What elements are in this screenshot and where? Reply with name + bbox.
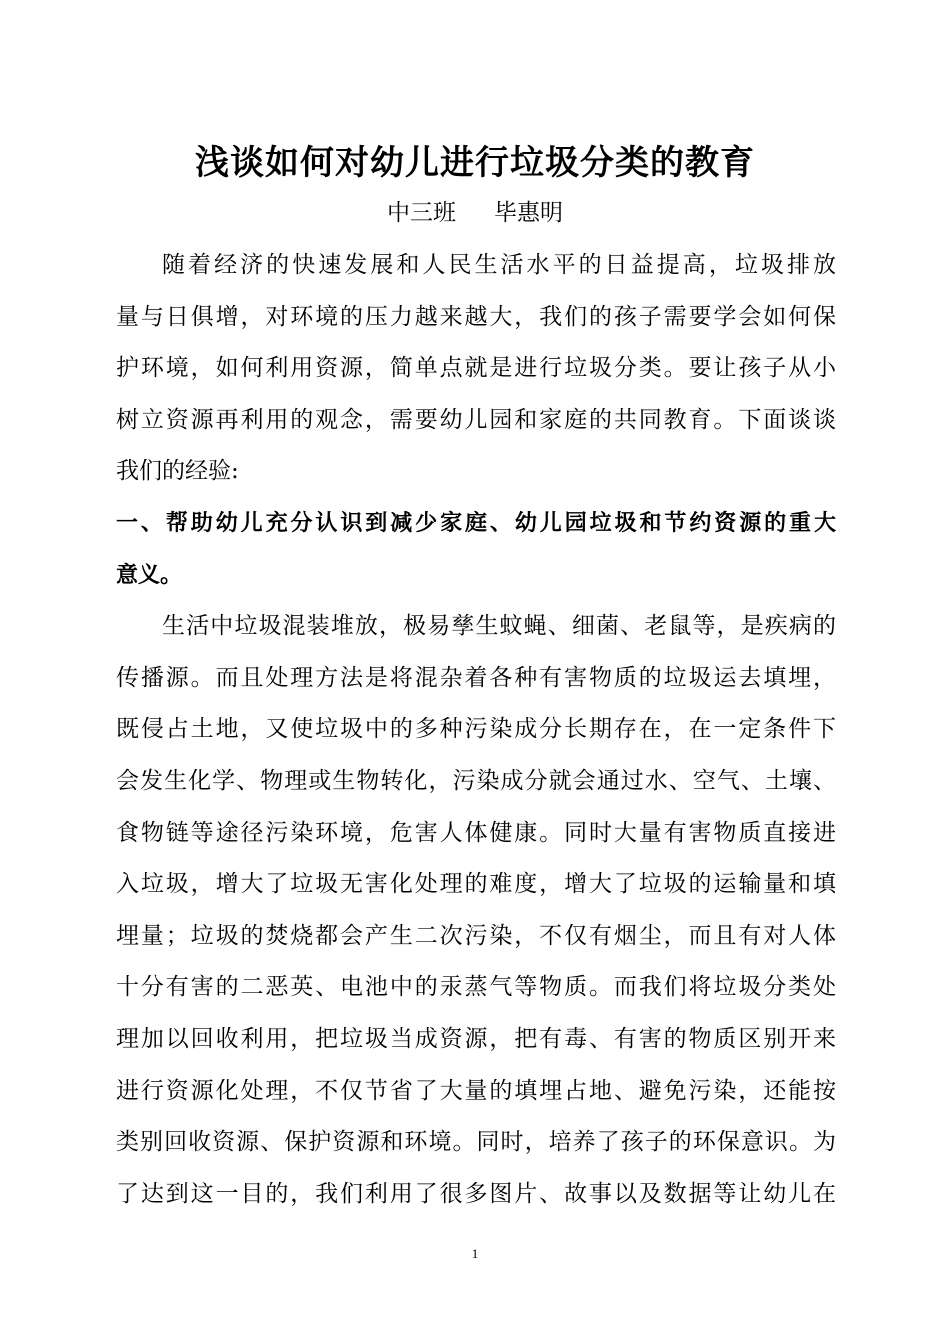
document-body (116, 240, 836, 1220)
text-line: 理加以回收利用，把垃圾当成资源，把有毒、有害的物质区别开来 (116, 1025, 836, 1052)
author-class: 中三班 (387, 200, 456, 226)
text-line: 传播源。而且处理方法是将混杂着各种有害物质的垃圾运去填埋， (116, 664, 836, 691)
author-name: 毕惠明 (494, 200, 563, 226)
text-line: 随着经济的快速发展和人民生活水平的日益提高，垃圾排放 (162, 252, 836, 278)
document-title: 浅谈如何对幼儿进行垃圾分类的教育 (195, 143, 755, 183)
text-line: 量与日俱增，对环境的压力越来越大，我们的孩子需要学会如何保 (116, 303, 836, 330)
text-line: 了达到这一目的，我们利用了很多图片、故事以及数据等让幼儿在 (116, 1180, 836, 1207)
author-line (0, 193, 950, 233)
text-line: 入垃圾，增大了垃圾无害化处理的难度，增大了垃圾的运输量和填 (116, 871, 836, 898)
text-line: 生活中垃圾混装堆放，极易孳生蚊蝇、细菌、老鼠等，是疾病的 (162, 613, 836, 640)
heading-line: 一、帮助幼儿充分认识到减少家庭、幼儿园垃圾和节约资源的重大 (116, 510, 836, 536)
section-heading-1 (116, 498, 836, 601)
text-line: 埋量；垃圾的焚烧都会产生二次污染，不仅有烟尘，而且有对人体 (116, 922, 836, 949)
text-line: 食物链等途径污染环境，危害人体健康。同时大量有害物质直接进 (116, 819, 836, 846)
page-number: 1 (471, 1246, 479, 1261)
text-line: 我们的经验: (116, 458, 239, 485)
text-line: 类别回收资源、保护资源和环境。同时，培养了孩子的环保意识。为 (116, 1129, 836, 1156)
text-line: 十分有害的二恶英、电池中的汞蒸气等物质。而我们将垃圾分类处 (116, 974, 836, 1001)
text-line: 树立资源再利用的观念，需要幼儿园和家庭的共同教育。下面谈谈 (116, 406, 836, 433)
heading-line: 意义。 (116, 562, 183, 588)
text-line: 既侵占土地，又使垃圾中的多种污染成分长期存在，在一定条件下 (116, 716, 836, 743)
paragraph-section-1 (116, 601, 836, 1220)
text-line: 护环境，如何利用资源，简单点就是进行垃圾分类。要让孩子从小 (116, 355, 836, 382)
paragraph-intro (116, 240, 836, 498)
text-line: 会发生化学、物理或生物转化，污染成分就会通过水、空气、土壤、 (116, 767, 836, 794)
text-line: 进行资源化处理，不仅节省了大量的填埋占地、避免污染，还能按 (116, 1077, 836, 1104)
